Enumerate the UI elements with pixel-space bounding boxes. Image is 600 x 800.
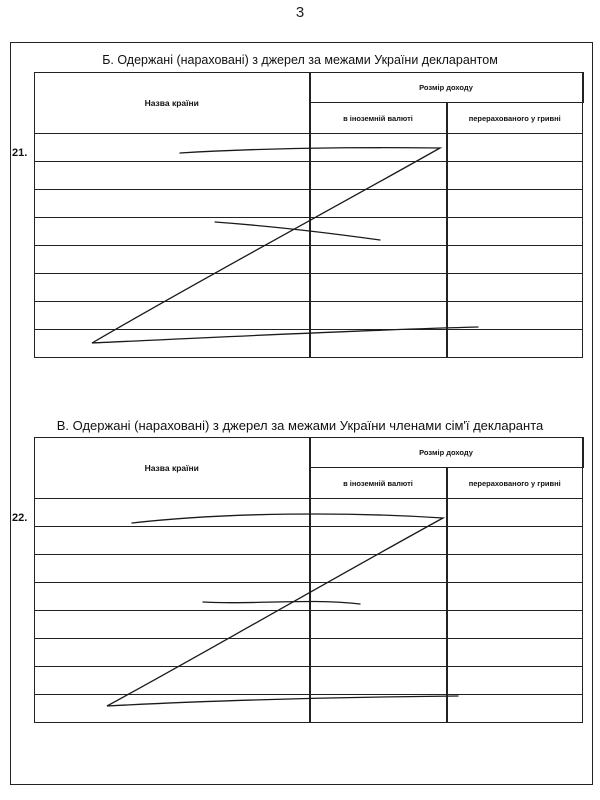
country-name-cell[interactable] [35,583,310,611]
country-name-cell[interactable] [35,246,310,274]
country-name-cell[interactable] [35,527,310,555]
table-row [35,302,583,330]
uah-amount-cell[interactable] [447,555,583,583]
table-row [35,330,583,358]
foreign-currency-header: в іноземній валюті [310,103,447,134]
country-name-cell[interactable] [35,639,310,667]
row-number-22: 22. [12,512,28,524]
table-row [35,695,583,723]
table-row [35,246,583,274]
table-row [35,274,583,302]
foreign-currency-cell[interactable] [310,555,447,583]
uah-amount-cell[interactable] [447,134,583,162]
country-name-cell[interactable] [35,695,310,723]
foreign-currency-cell[interactable] [310,274,447,302]
table-row [35,162,583,190]
uah-header: перерахованого у гривні [447,103,583,134]
table-row [35,583,583,611]
country-name-cell[interactable] [35,555,310,583]
foreign-currency-cell[interactable] [310,611,447,639]
country-name-cell[interactable] [35,611,310,639]
foreign-currency-cell[interactable] [310,695,447,723]
country-name-header: Назва країни [35,73,310,134]
page-number: 3 [295,4,305,21]
uah-amount-cell[interactable] [447,218,583,246]
uah-amount-cell[interactable] [447,527,583,555]
uah-amount-cell[interactable] [447,162,583,190]
foreign-currency-cell[interactable] [310,667,447,695]
foreign-currency-cell[interactable] [310,246,447,274]
foreign-currency-cell[interactable] [310,330,447,358]
uah-amount-cell[interactable] [447,302,583,330]
income-amount-header: Розмір доходу [310,73,583,103]
table-row [35,555,583,583]
foreign-currency-cell[interactable] [310,218,447,246]
country-name-cell[interactable] [35,134,310,162]
country-name-cell[interactable] [35,218,310,246]
section-v-table [34,437,584,723]
table-row [35,499,583,527]
section-v-title: В. Одержані (нараховані) з джерел за межами України членами сім'ї декларанта [56,418,544,433]
section-b-table [34,72,584,358]
country-name-cell[interactable] [35,667,310,695]
foreign-currency-header: в іноземній валюті [310,468,447,499]
table-row [35,190,583,218]
foreign-currency-cell[interactable] [310,639,447,667]
table-row [35,218,583,246]
foreign-currency-cell[interactable] [310,134,447,162]
income-amount-header: Розмір доходу [310,438,583,468]
uah-amount-cell[interactable] [447,499,583,527]
foreign-currency-cell[interactable] [310,527,447,555]
foreign-currency-cell[interactable] [310,190,447,218]
foreign-currency-cell[interactable] [310,162,447,190]
uah-amount-cell[interactable] [447,639,583,667]
country-name-cell[interactable] [35,499,310,527]
section-v-rows [35,499,583,723]
uah-amount-cell[interactable] [447,667,583,695]
table-row [35,611,583,639]
uah-header: перерахованого у гривні [447,468,583,499]
uah-amount-cell[interactable] [447,583,583,611]
uah-amount-cell[interactable] [447,695,583,723]
country-name-cell[interactable] [35,302,310,330]
country-name-header: Назва країни [35,438,310,499]
row-number-21: 21. [12,147,28,159]
uah-amount-cell[interactable] [447,611,583,639]
table-row [35,134,583,162]
table-row [35,667,583,695]
country-name-cell[interactable] [35,162,310,190]
uah-amount-cell[interactable] [447,190,583,218]
country-name-cell[interactable] [35,190,310,218]
foreign-currency-cell[interactable] [310,302,447,330]
section-b-title: Б. Одержані (нараховані) з джерел за межами України декларантом [102,53,498,67]
table-row [35,527,583,555]
table-row [35,639,583,667]
uah-amount-cell[interactable] [447,274,583,302]
section-b-rows [35,134,583,358]
foreign-currency-cell[interactable] [310,499,447,527]
uah-amount-cell[interactable] [447,246,583,274]
uah-amount-cell[interactable] [447,330,583,358]
foreign-currency-cell[interactable] [310,583,447,611]
country-name-cell[interactable] [35,274,310,302]
country-name-cell[interactable] [35,330,310,358]
